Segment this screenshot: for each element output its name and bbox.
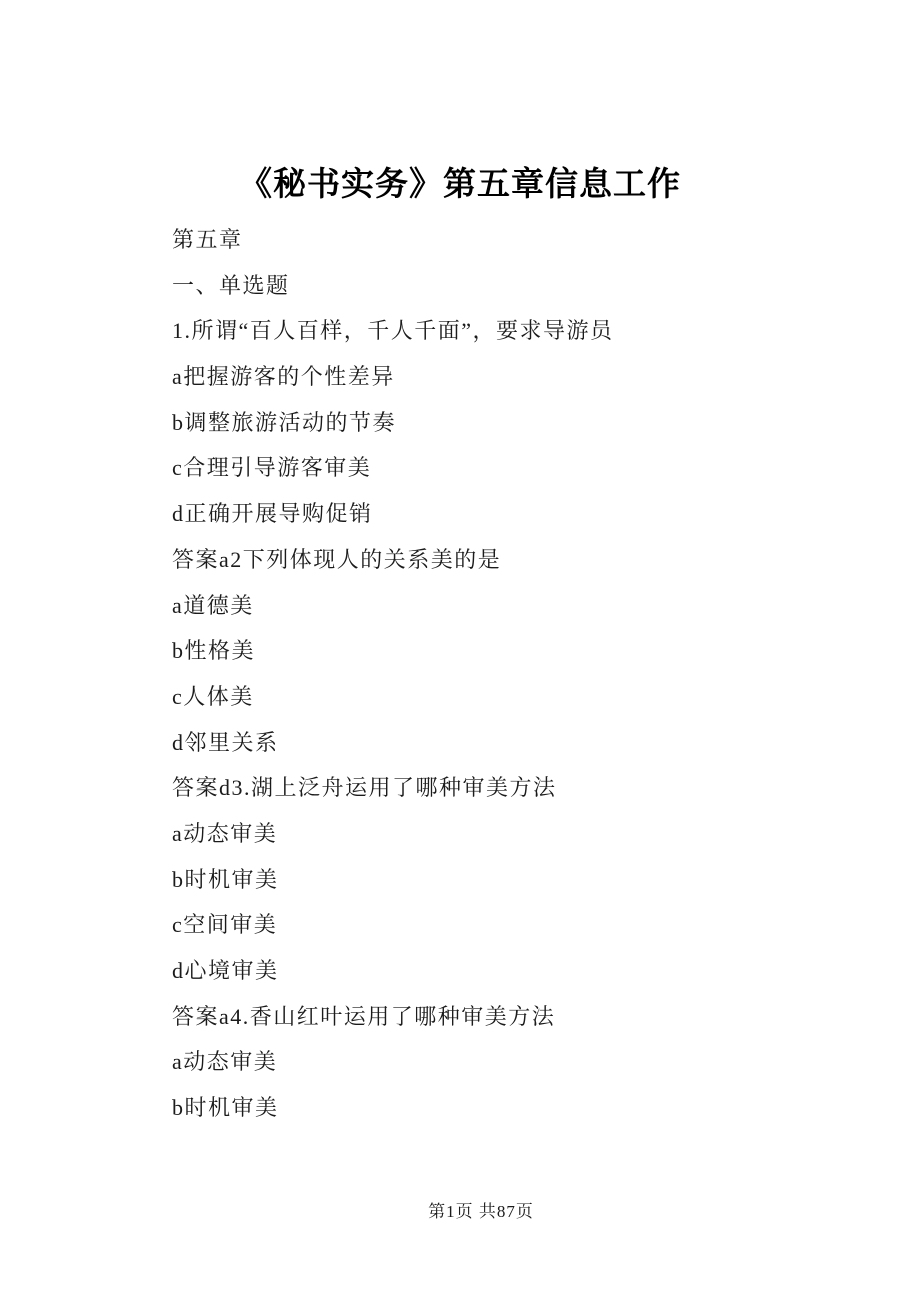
page-number-indicator: 第1页 共87页	[428, 1202, 534, 1221]
doc-line-option-c: c人体美	[172, 683, 254, 709]
doc-line-section: 一、单选题	[172, 272, 290, 298]
doc-line-option-b: b时机审美	[172, 866, 279, 892]
doc-line-chapter: 第五章	[172, 227, 243, 252]
doc-line-option-a: a把握游客的个性差异	[172, 364, 395, 390]
doc-line-option-c: c空间审美	[172, 912, 278, 938]
doc-line-option-b: b性格美	[172, 638, 256, 664]
doc-line-option-c: c合理引导游客审美	[172, 455, 372, 481]
doc-line-option-a: a动态审美	[172, 1049, 278, 1075]
page-footer	[42, 1197, 920, 1222]
doc-line-option-d: d邻里关系	[172, 729, 279, 755]
doc-line-option-b: b调整旅游活动的节奏	[172, 409, 397, 435]
doc-line-answer-q3: 答案d3.湖上泛舟运用了哪种审美方法	[172, 775, 557, 801]
document-body	[172, 217, 780, 1131]
doc-line-option-d: d正确开展导购促销	[172, 501, 373, 527]
doc-line-option-a: a动态审美	[172, 820, 278, 846]
doc-line-answer-q4: 答案a4.香山红叶运用了哪种审美方法	[172, 1003, 556, 1029]
doc-line-option-a: a道德美	[172, 592, 254, 618]
doc-line-option-b: b时机审美	[172, 1095, 279, 1121]
doc-line-question-1: 1.所谓“百人百样，千人千面”，要求导游员	[172, 318, 614, 344]
doc-line-answer-q2: 答案a2下列体现人的关系美的是	[172, 546, 502, 572]
document-title: 《秘书实务》第五章信息工作	[239, 167, 681, 203]
doc-line-option-d: d心境审美	[172, 958, 279, 983]
